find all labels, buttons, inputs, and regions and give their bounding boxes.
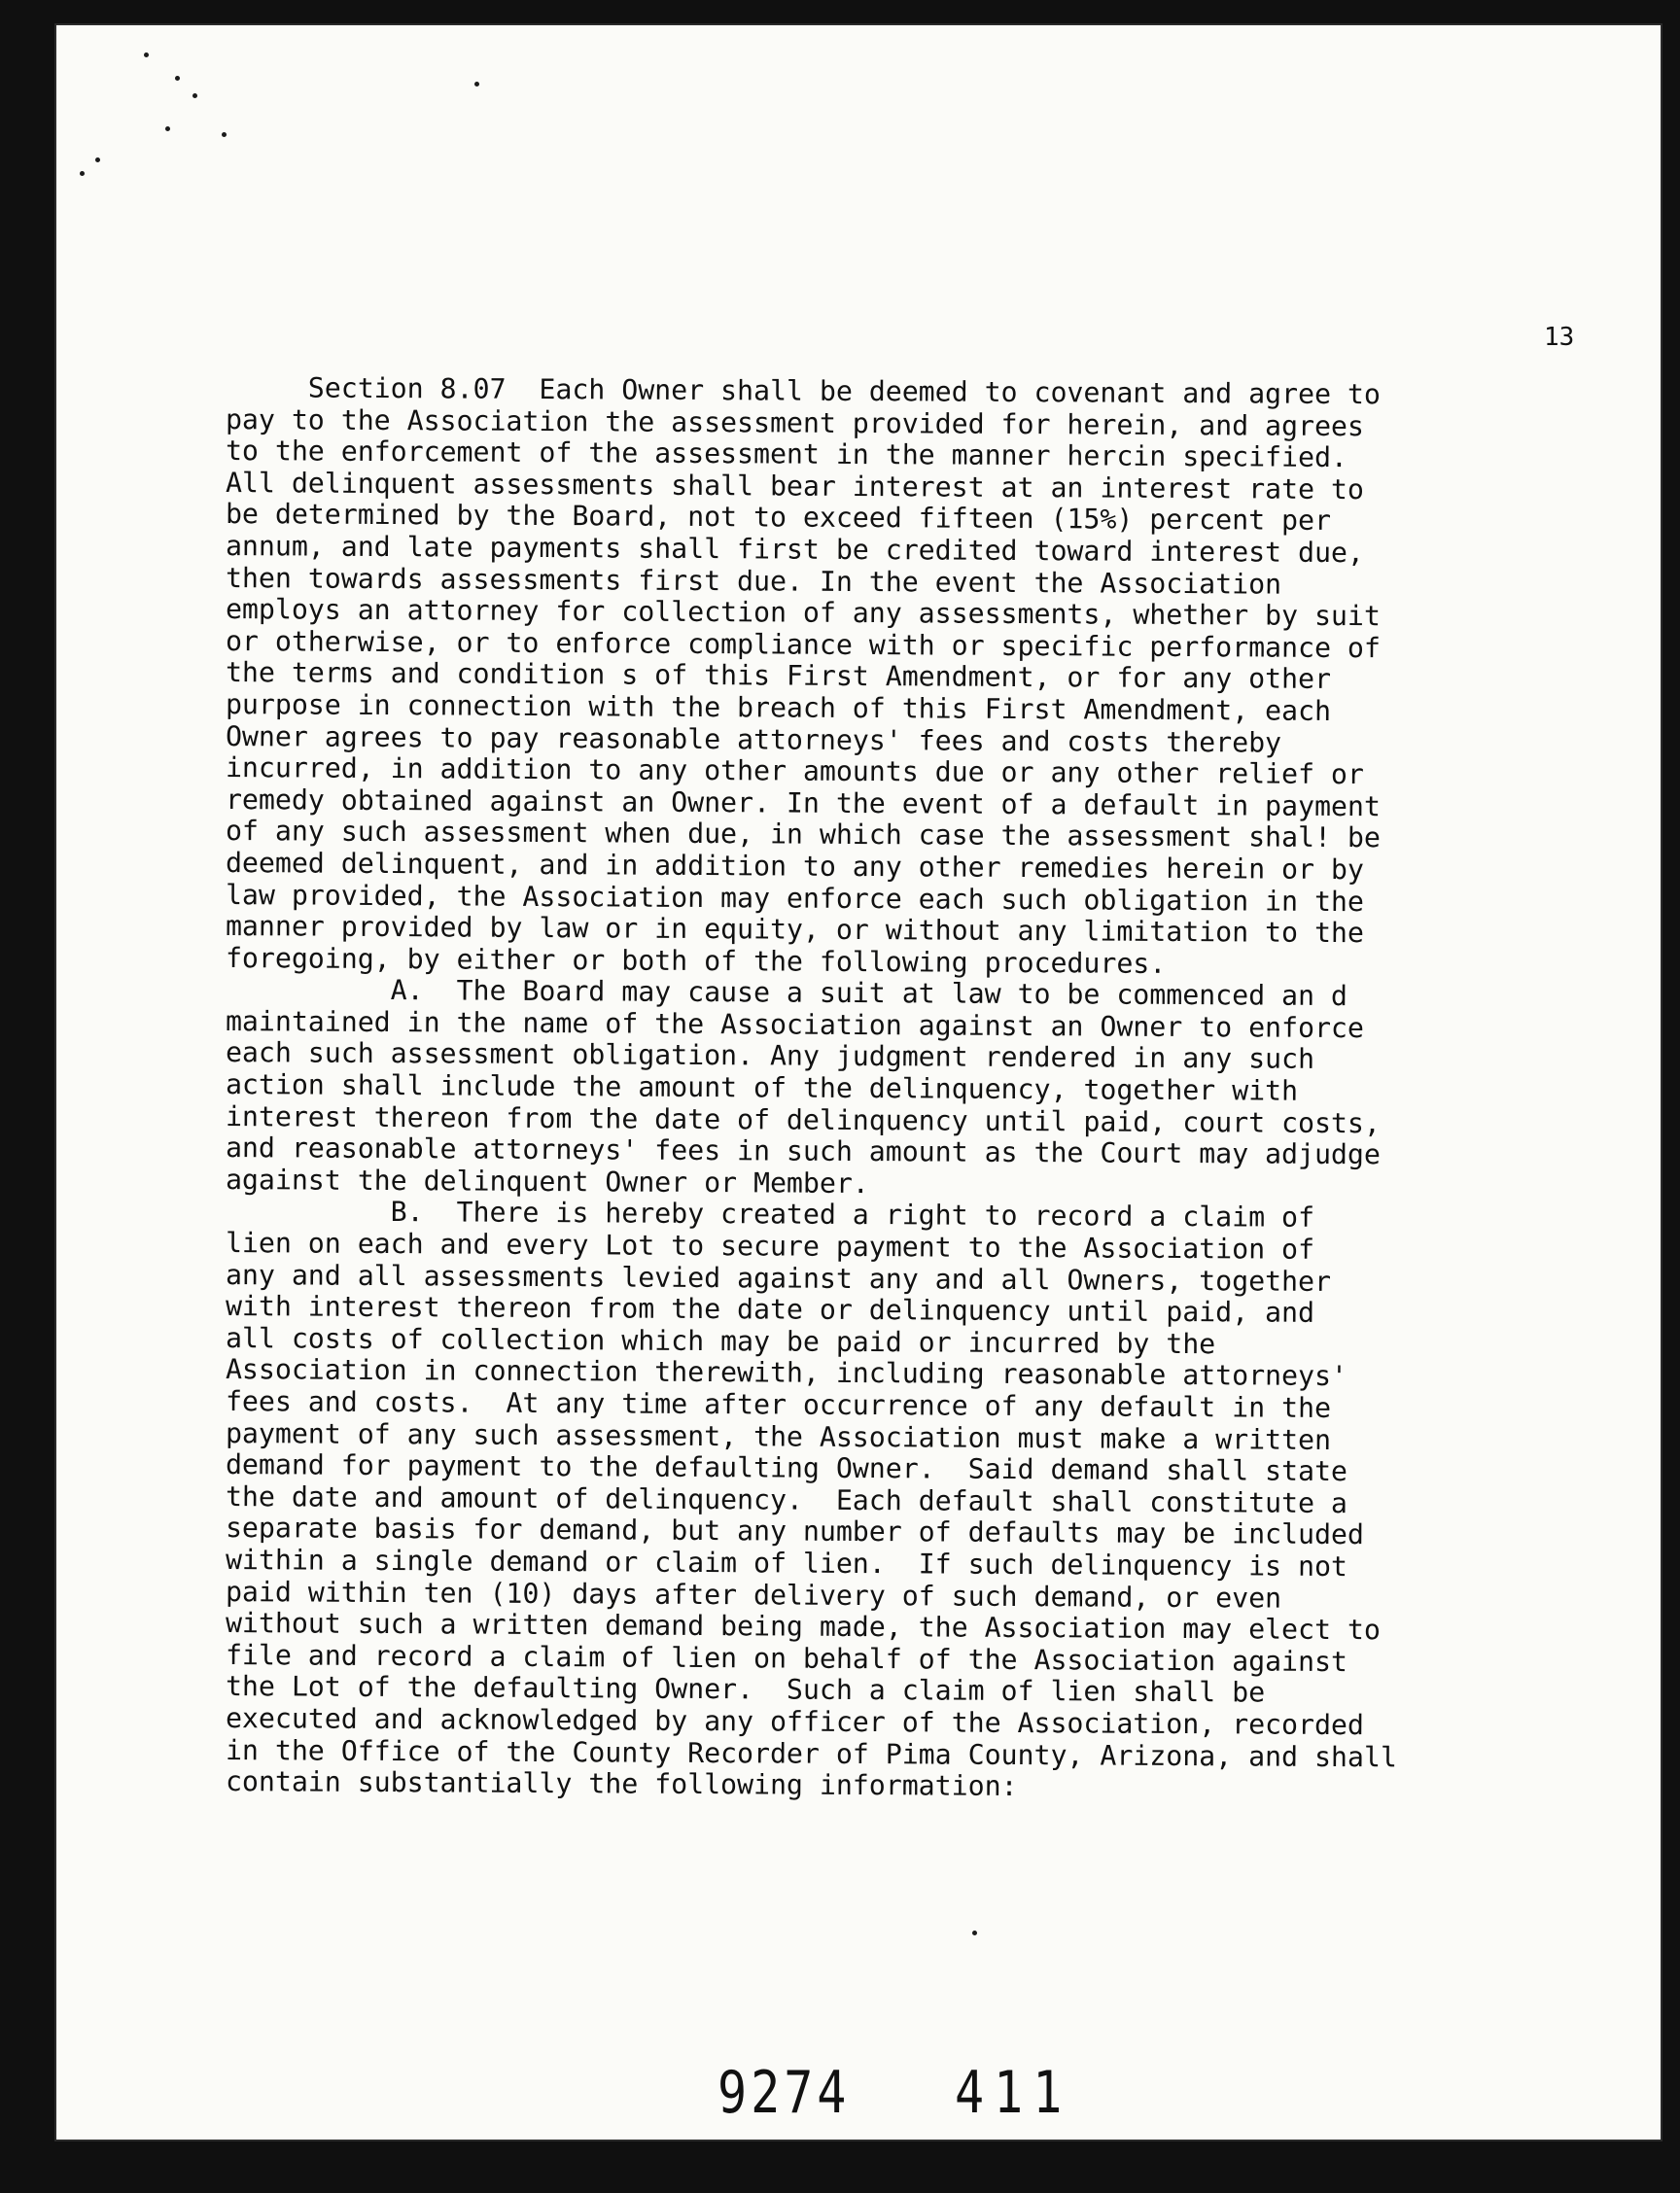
text-line: maintained in the name of the Association against an Owner to enforce: [225, 1004, 1365, 1045]
text-line: demand for payment to the defaulting Owner. Said demand shall state: [225, 1448, 1348, 1488]
section-8-07-text: [225, 371, 1626, 1803]
text-line: of any such assessment when due, in which case the assessment shal! be: [225, 815, 1382, 854]
text-line: the date and amount of delinquency. Each default shall constitute a: [225, 1479, 1348, 1519]
scan-speck: [165, 126, 170, 131]
text-line: A. The Board may cause a suit at law to be commenced an d: [225, 973, 1348, 1013]
text-line: within a single demand or claim of lien. If such delinquency is not: [225, 1543, 1348, 1584]
scan-speck: [175, 76, 180, 81]
text-line: file and record a claim of lien on behalf of the Association against: [225, 1638, 1348, 1678]
text-line: contain substantially the following information:: [225, 1765, 1018, 1803]
text-line: B. There is hereby created a right to record a claim of: [225, 1195, 1315, 1235]
docket-page-number: 411: [955, 2059, 1072, 2127]
text-line: annum, and late payments shall first be credited toward interest due,: [225, 529, 1365, 570]
text-line: law provided, the Association may enforce each such obligation in the: [225, 878, 1365, 918]
text-line: paid within ten (10) days after delivery of such demand, or even: [225, 1575, 1282, 1615]
text-line: without such a written demand being made, the Association may elect to: [225, 1607, 1382, 1647]
docket-number: 9274: [718, 2059, 851, 2127]
text-line: purpose in connection with the breach of this First Amendment, each: [225, 687, 1332, 727]
text-line: manner provided by law or in equity, or without any limitation to the: [225, 910, 1365, 950]
text-line: employs an attorney for collection of any assessments, whether by suit: [225, 593, 1382, 633]
text-line: remedy obtained against an Owner. In the event of a default in payment: [225, 783, 1382, 822]
text-line: all costs of collection which may be paid or incurred by the: [225, 1321, 1216, 1361]
scan-speck: [972, 1931, 977, 1935]
text-line: action shall include the amount of the delinquency, together with: [225, 1068, 1299, 1107]
text-line: pay to the Association the assessment provided for herein, and agrees: [225, 402, 1365, 442]
text-line: separate basis for demand, but any number of defaults may be included: [225, 1512, 1365, 1551]
scan-speck: [144, 52, 149, 57]
text-line: Association in connection therewith, including reasonable attorneys': [225, 1353, 1348, 1393]
text-line: All delinquent assessments shall bear interest at an interest rate to: [225, 466, 1365, 505]
text-line: each such assessment obligation. Any judgment rendered in any such: [225, 1036, 1315, 1076]
text-line: Owner agrees to pay reasonable attorneys' fees and costs thereby: [225, 719, 1282, 759]
scan-speck: [95, 157, 100, 162]
text-line: incurred, in addition to any other amounts due or any other relief or: [225, 751, 1365, 791]
text-line: executed and acknowledged by any officer of the Association, recorded: [225, 1701, 1365, 1742]
text-line: to the enforcement of the assessment in the manner hercin specified.: [225, 435, 1348, 474]
text-line: fees and costs. At any time after occurrence of any default in the: [225, 1385, 1332, 1424]
text-line: any and all assessments levied against any and all Owners, together: [225, 1258, 1332, 1298]
text-line: lien on each and every Lot to secure payment to the Association of: [225, 1227, 1315, 1266]
text-line: be determined by the Board, not to exceed fifteen (15%) percent per: [225, 498, 1332, 538]
text-line: Section 8.07 Each Owner shall be deemed to covenant and agree to: [225, 371, 1382, 411]
text-line: the terms and condition s of this First Amendment, or for any other: [225, 656, 1332, 696]
scan-speck: [80, 171, 85, 176]
scan-speck: [192, 93, 197, 98]
page-number: 13: [1544, 323, 1575, 352]
text-line: against the delinquent Owner or Member.: [225, 1163, 869, 1200]
text-line: the Lot of the defaulting Owner. Such a claim of lien shall be: [225, 1670, 1266, 1709]
text-line: or otherwise, or to enforce compliance with or specific performance of: [225, 624, 1382, 665]
scan-speck: [222, 132, 227, 137]
text-line: interest thereon from the date of delinquency until paid, court costs,: [225, 1099, 1382, 1139]
text-line: then towards assessments first due. In the event the Association: [225, 561, 1282, 601]
text-line: with interest thereon from the date or delinquency until paid, and: [225, 1290, 1315, 1330]
scan-speck: [474, 82, 479, 87]
text-line: and reasonable attorneys' fees in such amount as the Court may adjudge: [225, 1131, 1382, 1171]
text-line: foregoing, by either or both of the following procedures.: [225, 941, 1167, 980]
text-line: payment of any such assessment, the Association must make a written: [225, 1416, 1332, 1456]
text-line: in the Office of the County Recorder of Pima County, Arizona, and shall: [225, 1733, 1397, 1773]
text-line: deemed delinquent, and in addition to any other remedies herein or by: [225, 846, 1365, 887]
